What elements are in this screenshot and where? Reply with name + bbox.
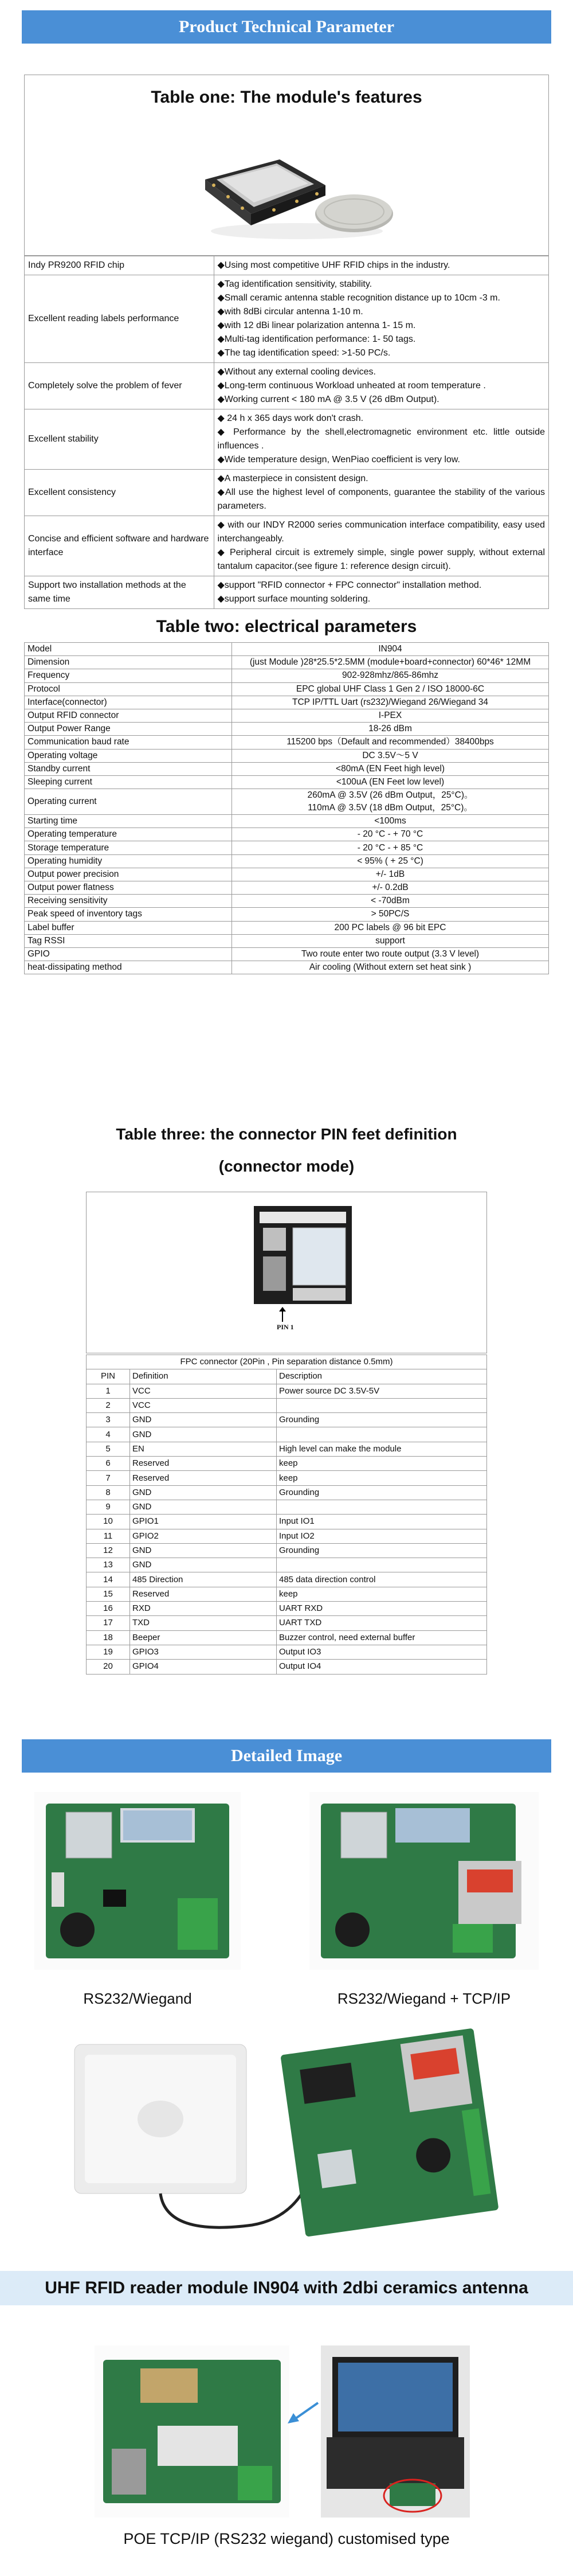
pin-number: 9 bbox=[87, 1500, 130, 1514]
parameter-value: +/- 1dB bbox=[232, 868, 549, 881]
parameter-value: Air cooling (Without extern set heat sink ) bbox=[232, 961, 549, 974]
parameter-name: Starting time bbox=[25, 815, 232, 828]
parameter-row bbox=[25, 643, 549, 656]
pin-number: 19 bbox=[87, 1645, 130, 1659]
pin-row bbox=[87, 1645, 487, 1659]
parameter-value: Two route enter two route output (3.3 V level) bbox=[232, 947, 549, 961]
pin-definition: GND bbox=[130, 1500, 277, 1514]
pin1-arrow-icon bbox=[278, 1307, 286, 1322]
laptop-with-reader-photo bbox=[321, 2345, 470, 2518]
pin-description: UART RXD bbox=[277, 1602, 487, 1616]
pin-description: Power source DC 3.5V-5V bbox=[277, 1384, 487, 1398]
parameter-value: (just Module )28*25.5*2.5MM (module+board+connector) 60*46* 12MM bbox=[232, 656, 549, 669]
parameter-name: Frequency bbox=[25, 669, 232, 682]
feature-detail-line: ◆Tag identification sensitivity, stability. bbox=[217, 279, 372, 289]
feature-row bbox=[25, 409, 548, 470]
parameter-name: Output RFID connector bbox=[25, 709, 232, 722]
feature-row bbox=[25, 256, 548, 275]
feature-detail-line: ◆ Peripheral circuit is extremely simple, single power supply, without external tantalum capacitor.(see figure 1: reference design circuit). bbox=[217, 548, 545, 571]
pin-table-subtitle: (connector mode) bbox=[218, 1157, 355, 1175]
parameter-value: < 95% ( + 25 °C) bbox=[232, 854, 549, 868]
antenna-and-reader-photo bbox=[63, 2019, 510, 2259]
feature-row bbox=[25, 576, 548, 609]
pin-table-title: Table three: the connector PIN feet definition bbox=[116, 1125, 457, 1143]
parameter-value: 115200 bps（Default and recommended）38400bps bbox=[232, 736, 549, 749]
parameter-name: Model bbox=[25, 643, 232, 656]
feature-name: Excellent stability bbox=[25, 409, 214, 470]
parameter-row bbox=[25, 881, 549, 895]
feature-detail-line: ◆The tag identification speed: >1-50 PC/s. bbox=[217, 348, 391, 358]
parameter-row bbox=[25, 709, 549, 722]
connector-module-image bbox=[253, 1205, 353, 1305]
pin-definition: Reserved bbox=[130, 1587, 277, 1601]
feature-name: Completely solve the problem of fever bbox=[25, 363, 214, 409]
parameter-name: Output Power Range bbox=[25, 723, 232, 736]
pin-description: keep bbox=[277, 1457, 487, 1471]
pin-description bbox=[277, 1427, 487, 1442]
feature-row bbox=[25, 363, 548, 409]
pin-description bbox=[277, 1558, 487, 1572]
pin-row bbox=[87, 1398, 487, 1412]
parameter-row bbox=[25, 682, 549, 696]
fpc-header: FPC connector (20Pin , Pin separation distance 0.5mm) bbox=[87, 1355, 487, 1369]
pin-description: UART TXD bbox=[277, 1616, 487, 1630]
feature-name: Indy PR9200 RFID chip bbox=[25, 256, 214, 275]
pin-definition: GPIO1 bbox=[130, 1515, 277, 1529]
pin-row bbox=[87, 1515, 487, 1529]
pin-number: 13 bbox=[87, 1558, 130, 1572]
feature-detail-line: ◆support "RFID connector + FPC connector" installation method. bbox=[217, 580, 482, 590]
features-table-title: Table one: The module's features bbox=[151, 88, 422, 107]
pin-definition: 485 Direction bbox=[130, 1572, 277, 1587]
feature-details bbox=[214, 275, 548, 363]
pin-number: 4 bbox=[87, 1427, 130, 1442]
feature-detail-line: ◆Working current < 180 mA @ 3.5 V (26 dBm Output). bbox=[217, 395, 439, 404]
section-title-product-parameter: Product Technical Parameter bbox=[22, 10, 551, 44]
parameter-name: heat-dissipating method bbox=[25, 961, 232, 974]
pin-definition: TXD bbox=[130, 1616, 277, 1630]
feature-row bbox=[25, 470, 548, 516]
parameter-row bbox=[25, 669, 549, 682]
feature-detail-line: ◆Wide temperature design, WenPiao coefficient is very low. bbox=[217, 455, 460, 465]
pin-description: Grounding bbox=[277, 1543, 487, 1558]
parameter-row bbox=[25, 895, 549, 908]
parameter-value: IN904 bbox=[232, 643, 549, 656]
electrical-table-title: Table two: electrical parameters bbox=[156, 617, 417, 636]
col-pin-header: PIN bbox=[87, 1369, 130, 1384]
pin-number: 8 bbox=[87, 1485, 130, 1500]
feature-detail-line: ◆Using most competitive UHF RFID chips in the industry. bbox=[217, 260, 450, 270]
pin-description bbox=[277, 1500, 487, 1514]
feature-detail-line: ◆with 12 dBi linear polarization antenna 1- 15 m. bbox=[217, 321, 416, 330]
pin-description: Grounding bbox=[277, 1485, 487, 1500]
feature-detail-line: ◆A masterpiece in consistent design. bbox=[217, 474, 368, 483]
pin-number: 11 bbox=[87, 1529, 130, 1543]
pin-number: 20 bbox=[87, 1660, 130, 1674]
pin-definition: GPIO2 bbox=[130, 1529, 277, 1543]
pin-definition: GND bbox=[130, 1558, 277, 1572]
parameter-value: - 20 °C - + 70 °C bbox=[232, 828, 549, 841]
pin-number: 17 bbox=[87, 1616, 130, 1630]
pin-description: keep bbox=[277, 1471, 487, 1485]
feature-details bbox=[214, 409, 548, 470]
pin-row bbox=[87, 1616, 487, 1630]
rfid-module-with-coin-image bbox=[194, 128, 400, 243]
parameter-row bbox=[25, 934, 549, 947]
poe-caption: POE TCP/IP (RS232 wiegand) customised type bbox=[123, 2530, 450, 2547]
feature-detail-line: ◆with 8dBi circular antenna 1-10 m. bbox=[217, 307, 363, 317]
pin-definition: GPIO4 bbox=[130, 1660, 277, 1674]
pin-description: 485 data direction control bbox=[277, 1572, 487, 1587]
pin-number: 6 bbox=[87, 1457, 130, 1471]
parameter-value: 200 PC labels @ 96 bit EPC bbox=[232, 921, 549, 934]
pin-row bbox=[87, 1572, 487, 1587]
parameter-row bbox=[25, 656, 549, 669]
caption-rs232-wiegand: RS232/Wiegand bbox=[83, 1990, 192, 2007]
parameter-name: Operating current bbox=[25, 789, 232, 815]
parameter-row bbox=[25, 961, 549, 974]
parameter-name: Label buffer bbox=[25, 921, 232, 934]
board-photo-rs232-wiegand bbox=[34, 1792, 241, 1970]
feature-row bbox=[25, 516, 548, 576]
pin-definition: Reserved bbox=[130, 1457, 277, 1471]
pin-number: 14 bbox=[87, 1572, 130, 1587]
feature-detail-line: ◆support surface mounting soldering. bbox=[217, 594, 371, 604]
parameter-value: <80mA (EN Feet high level) bbox=[232, 762, 549, 775]
pin-row bbox=[87, 1630, 487, 1645]
feature-details bbox=[214, 363, 548, 409]
pin-number: 18 bbox=[87, 1630, 130, 1645]
parameter-value: <100ms bbox=[232, 815, 549, 828]
pin-definition: GPIO3 bbox=[130, 1645, 277, 1659]
parameter-value: DC 3.5V～5 V bbox=[232, 749, 549, 762]
pin-row bbox=[87, 1384, 487, 1398]
parameter-value: - 20 °C - + 85 °C bbox=[232, 841, 549, 854]
pin-number: 1 bbox=[87, 1384, 130, 1398]
pin-row bbox=[87, 1457, 487, 1471]
parameter-name: Communication baud rate bbox=[25, 736, 232, 749]
parameter-row bbox=[25, 828, 549, 841]
parameter-row bbox=[25, 762, 549, 775]
parameter-value: 260mA @ 3.5V (26 dBm Output，25°C)。 110mA @ 3.5V (18 dBm Output，25°C)。 bbox=[232, 789, 549, 815]
pin-number: 15 bbox=[87, 1587, 130, 1601]
pin-description: Output IO3 bbox=[277, 1645, 487, 1659]
pin-number: 2 bbox=[87, 1398, 130, 1412]
feature-details bbox=[214, 576, 548, 609]
pin-description: Buzzer control, need external buffer bbox=[277, 1630, 487, 1645]
pin-description: Input IO1 bbox=[277, 1515, 487, 1529]
parameter-name: Storage temperature bbox=[25, 841, 232, 854]
pin-row bbox=[87, 1427, 487, 1442]
pin-definition-table bbox=[86, 1355, 487, 1675]
parameter-value: TCP IP/TTL Uart (rs232)/Wiegand 26/Wiegand 34 bbox=[232, 696, 549, 709]
parameter-value: > 50PC/S bbox=[232, 908, 549, 921]
parameter-row bbox=[25, 736, 549, 749]
feature-name: Support two installation methods at the same time bbox=[25, 576, 214, 609]
pin-definition: Beeper bbox=[130, 1630, 277, 1645]
pin-number: 3 bbox=[87, 1413, 130, 1427]
parameter-row bbox=[25, 921, 549, 934]
feature-row bbox=[25, 275, 548, 363]
parameter-name: Dimension bbox=[25, 656, 232, 669]
electrical-parameters-table bbox=[24, 642, 549, 974]
pin-description: Grounding bbox=[277, 1413, 487, 1427]
arrow-icon bbox=[286, 2397, 321, 2426]
feature-details bbox=[214, 470, 548, 516]
pin-description: Output IO4 bbox=[277, 1660, 487, 1674]
pin-definition: EN bbox=[130, 1442, 277, 1456]
pin-number: 5 bbox=[87, 1442, 130, 1456]
pin-description: High level can make the module bbox=[277, 1442, 487, 1456]
parameter-row bbox=[25, 696, 549, 709]
board-photo-rs232-wiegand-tcpip bbox=[309, 1792, 539, 1970]
parameter-value: +/- 0.2dB bbox=[232, 881, 549, 895]
parameter-name: Operating voltage bbox=[25, 749, 232, 762]
pin-row bbox=[87, 1413, 487, 1427]
feature-name: Excellent reading labels performance bbox=[25, 275, 214, 363]
parameter-name: GPIO bbox=[25, 947, 232, 961]
feature-detail-line: ◆ Performance by the shell,electromagnetic environment etc. little outside influences . bbox=[217, 427, 545, 451]
parameter-name: Sleeping current bbox=[25, 775, 232, 789]
pin-number: 16 bbox=[87, 1602, 130, 1616]
parameter-value: <100uA (EN Feet low level) bbox=[232, 775, 549, 789]
parameter-name: Operating humidity bbox=[25, 854, 232, 868]
parameter-name: Output power precision bbox=[25, 868, 232, 881]
pin-definition: GND bbox=[130, 1427, 277, 1442]
pin-row bbox=[87, 1442, 487, 1456]
connector-image-box bbox=[86, 1192, 487, 1353]
parameter-value: 18-26 dBm bbox=[232, 723, 549, 736]
feature-details bbox=[214, 256, 548, 275]
pin-row bbox=[87, 1558, 487, 1572]
pin-row bbox=[87, 1485, 487, 1500]
features-table-header bbox=[25, 75, 548, 256]
pin-definition: VCC bbox=[130, 1398, 277, 1412]
pin-definition: RXD bbox=[130, 1602, 277, 1616]
parameter-value: 902-928mhz/865-86mhz bbox=[232, 669, 549, 682]
reader-module-banner: UHF RFID reader module IN904 with 2dbi ceramics antenna bbox=[0, 2271, 573, 2305]
caption-rs232-wiegand-tcpip: RS232/Wiegand + TCP/IP bbox=[337, 1990, 511, 2007]
feature-detail-line: ◆ with our INDY R2000 series communication interface compatibility, easy used interchangeably. bbox=[217, 520, 545, 544]
parameter-name: Peak speed of inventory tags bbox=[25, 908, 232, 921]
pin-row bbox=[87, 1587, 487, 1601]
pin-description bbox=[277, 1398, 487, 1412]
pin-definition: GND bbox=[130, 1413, 277, 1427]
pin-row bbox=[87, 1660, 487, 1674]
parameter-row bbox=[25, 947, 549, 961]
parameter-name: Operating temperature bbox=[25, 828, 232, 841]
parameter-row bbox=[25, 723, 549, 736]
feature-detail-line: ◆ 24 h x 365 days work don't crash. bbox=[217, 413, 364, 423]
pin-row bbox=[87, 1529, 487, 1543]
poe-board-photo bbox=[95, 2345, 289, 2518]
pin-description: Input IO2 bbox=[277, 1529, 487, 1543]
parameter-value: EPC global UHF Class 1 Gen 2 / ISO 18000-6C bbox=[232, 682, 549, 696]
pin-row bbox=[87, 1543, 487, 1558]
pin-description: keep bbox=[277, 1587, 487, 1601]
pin-definition: GND bbox=[130, 1543, 277, 1558]
parameter-value: < -70dBm bbox=[232, 895, 549, 908]
feature-detail-line: ◆Small ceramic antenna stable recognition distance up to 10cm -3 m. bbox=[217, 293, 500, 303]
parameter-name: Tag RSSI bbox=[25, 934, 232, 947]
parameter-name: Receiving sensitivity bbox=[25, 895, 232, 908]
feature-detail-line: ◆Long-term continuous Workload unheated at room temperature . bbox=[217, 381, 486, 391]
feature-name: Concise and efficient software and hardware interface bbox=[25, 516, 214, 576]
pin-number: 7 bbox=[87, 1471, 130, 1485]
features-table bbox=[24, 75, 549, 609]
pin-number: 10 bbox=[87, 1515, 130, 1529]
section-title-detailed-image: Detailed Image bbox=[22, 1739, 551, 1773]
pin-definition: GND bbox=[130, 1485, 277, 1500]
parameter-name: Output power flatness bbox=[25, 881, 232, 895]
pin-definition: VCC bbox=[130, 1384, 277, 1398]
pin-row bbox=[87, 1602, 487, 1616]
pin-number: 12 bbox=[87, 1543, 130, 1558]
parameter-row bbox=[25, 868, 549, 881]
parameter-row bbox=[25, 749, 549, 762]
col-definition-header: Definition bbox=[130, 1369, 277, 1384]
parameter-value: I-PEX bbox=[232, 709, 549, 722]
pin-row bbox=[87, 1471, 487, 1485]
pin-row bbox=[87, 1500, 487, 1514]
parameter-row bbox=[25, 815, 549, 828]
feature-detail-line: ◆All use the highest level of components, guarantee the stability of the various parameters. bbox=[217, 487, 545, 511]
parameter-row bbox=[25, 854, 549, 868]
pin-definition: Reserved bbox=[130, 1471, 277, 1485]
parameter-row bbox=[25, 789, 549, 815]
feature-detail-line: ◆Without any external cooling devices. bbox=[217, 367, 376, 377]
parameter-name: Protocol bbox=[25, 682, 232, 696]
feature-detail-line: ◆Multi-tag identification performance: 1- 50 tags. bbox=[217, 334, 416, 344]
pin1-label: PIN 1 bbox=[277, 1323, 294, 1331]
feature-name: Excellent consistency bbox=[25, 470, 214, 516]
parameter-name: Interface(connector) bbox=[25, 696, 232, 709]
col-description-header: Description bbox=[277, 1369, 487, 1384]
features-table-body bbox=[25, 256, 548, 609]
parameter-name: Standby current bbox=[25, 762, 232, 775]
parameter-row bbox=[25, 908, 549, 921]
feature-details bbox=[214, 516, 548, 576]
parameter-row bbox=[25, 841, 549, 854]
parameter-value: support bbox=[232, 934, 549, 947]
parameter-row bbox=[25, 775, 549, 789]
